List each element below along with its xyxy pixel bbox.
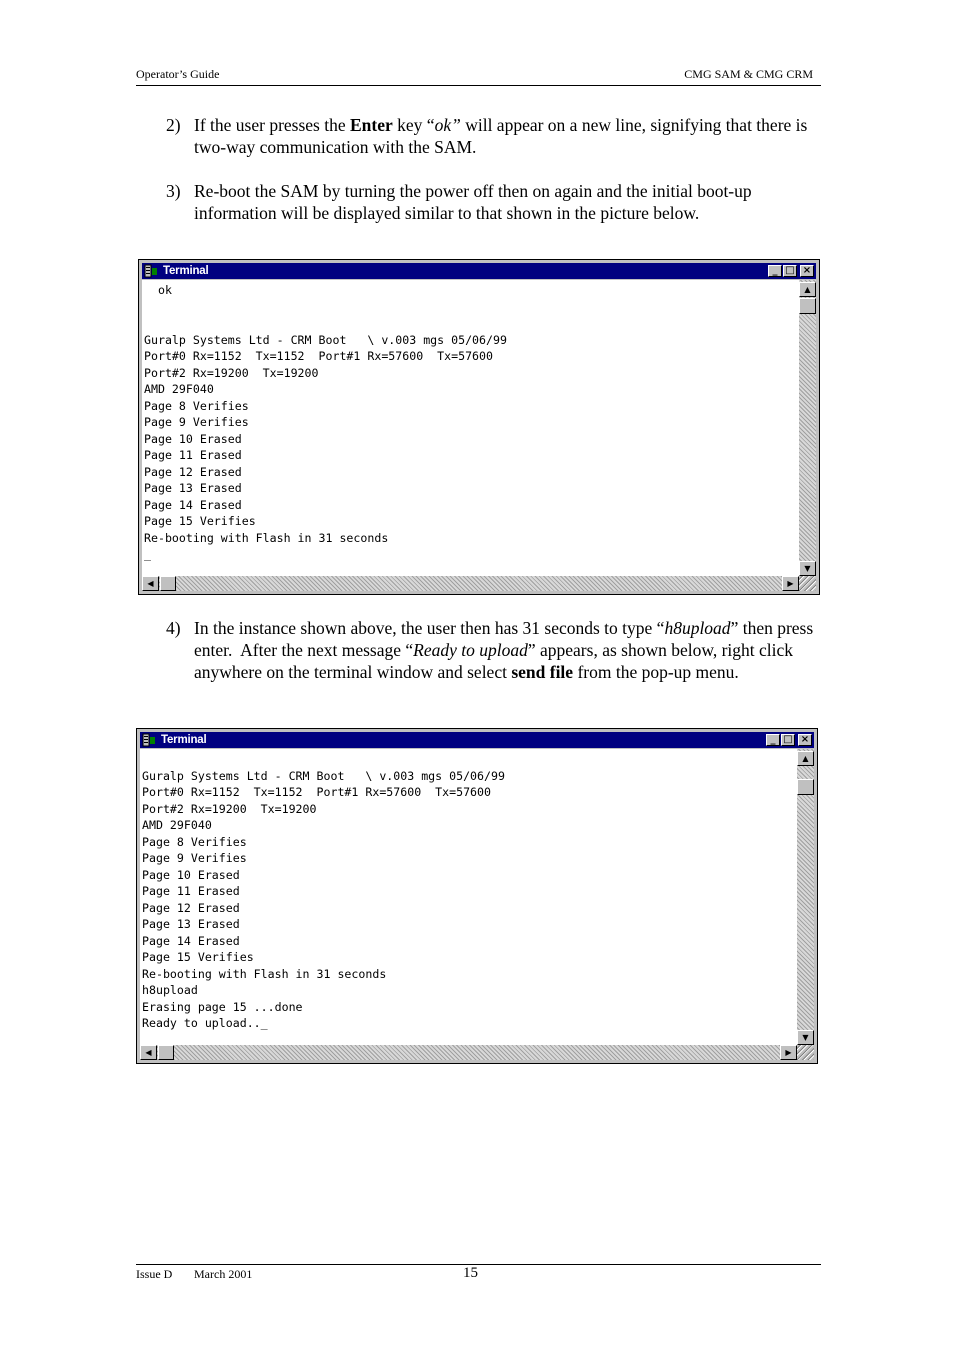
minimize-button[interactable]: _ — [766, 734, 780, 746]
item-text — [194, 114, 816, 158]
terminal-line: Page 15 Verifies — [144, 514, 256, 528]
scroll-right-button[interactable]: ▶ — [782, 576, 799, 591]
list-item-4 — [166, 617, 816, 683]
terminal-app-icon — [142, 733, 156, 747]
terminal-line: Port#0 Rx=1152 Tx=1152 Port#1 Rx=57600 Tx=57600 — [144, 349, 494, 363]
scroll-right-button[interactable]: ▶ — [780, 1045, 797, 1060]
terminal-line: Page 11 Erased — [142, 884, 240, 898]
terminal-line: AMD 29F040 — [144, 382, 214, 396]
terminal-line: Guralp Systems Ltd - CRM Boot \ v.003 mgs 05/06/99 — [142, 768, 505, 783]
scroll-up-button[interactable]: ▲ — [799, 282, 816, 297]
close-button[interactable]: × — [800, 265, 814, 277]
window-title: Terminal — [161, 734, 207, 746]
terminal-line: Re-booting with Flash in 31 seconds — [144, 530, 389, 545]
terminal-line: Port#2 Rx=19200 Tx=19200 — [144, 365, 319, 380]
terminal-line: Page 12 Erased — [142, 900, 240, 915]
page-header-left: Operator’s Guide — [136, 67, 220, 81]
resize-grip-icon[interactable] — [799, 576, 816, 591]
item-text-run: will appear on a new line, signifying that there is two-way communication with the SAM. — [194, 115, 812, 157]
terminal-line: Page 14 Erased — [144, 497, 242, 512]
scroll-down-button[interactable]: ▼ — [799, 561, 816, 576]
item-text-run: Re-boot the SAM by turning the power off then on again and the initial boot-up information will be displayed similar to that shown in the picture below. — [194, 181, 757, 223]
list-item-2 — [166, 114, 816, 158]
terminal-text — [142, 280, 799, 563]
scroll-thumb[interactable] — [158, 1045, 174, 1060]
item-text-run: ” then press enter. After the next message “ — [194, 618, 818, 660]
item-text — [194, 180, 816, 224]
terminal-line: h8upload — [142, 983, 198, 997]
page-header-right: CMG SAM & CMG CRM — [684, 67, 813, 81]
terminal-line: Page 13 Erased — [142, 917, 240, 931]
vertical-scrollbar[interactable] — [799, 280, 816, 576]
terminal-window-1[interactable] — [138, 259, 820, 595]
terminal-line: Page 9 Verifies — [142, 851, 247, 865]
item-text-run: send file — [511, 662, 574, 682]
title-bar[interactable] — [140, 732, 814, 748]
window-title: Terminal — [163, 265, 209, 277]
resize-grip-icon[interactable] — [797, 1045, 814, 1060]
header-rule — [136, 85, 821, 86]
terminal-line: Page 9 Verifies — [144, 415, 249, 429]
terminal-line: Guralp Systems Ltd - CRM Boot \ v.003 mgs 05/06/99 — [144, 332, 507, 347]
vertical-scrollbar[interactable] — [797, 749, 814, 1045]
terminal-line: Page 15 Verifies — [142, 950, 254, 964]
terminal-line: Page 11 Erased — [144, 448, 242, 462]
scroll-down-button[interactable]: ▼ — [797, 1030, 814, 1045]
terminal-line — [142, 751, 797, 768]
terminal-line: Page 13 Erased — [144, 481, 242, 495]
terminal-line: Ready to upload.._ — [142, 1016, 268, 1030]
terminal-line: Page 10 Erased — [144, 431, 242, 446]
terminal-app-icon — [144, 264, 158, 278]
list-item-3 — [166, 180, 816, 224]
terminal-line: Erasing page 15 ...done — [142, 999, 303, 1014]
footer-date: March 2001 — [194, 1267, 253, 1281]
item-text-run: from the pop-up menu. — [573, 662, 739, 682]
terminal-window-2[interactable] — [136, 728, 818, 1064]
item-text-run: ” appears, as shown below, right click anywhere on the terminal window and select — [194, 640, 798, 682]
item-text-run: h8upload — [664, 618, 731, 638]
terminal-line: Page 12 Erased — [144, 464, 242, 479]
item-text-run: Enter — [350, 115, 393, 135]
maximize-button[interactable]: □ — [781, 734, 795, 746]
terminal-line: Port#2 Rx=19200 Tx=19200 — [142, 801, 317, 816]
item-text-run: In the instance shown above, the user then has 31 seconds to type “ — [194, 618, 665, 638]
item-text-run: Ready to upload — [413, 640, 528, 660]
item-number: 3) — [166, 181, 181, 201]
terminal-line: ok — [144, 283, 172, 297]
scroll-thumb[interactable] — [797, 779, 814, 795]
footer-rule — [136, 1264, 821, 1265]
terminal-line: Re-booting with Flash in 31 seconds — [142, 966, 387, 981]
horizontal-scrollbar[interactable] — [140, 1045, 797, 1060]
scroll-left-button[interactable]: ◀ — [140, 1045, 157, 1060]
terminal-output[interactable] — [142, 280, 799, 576]
terminal-text — [140, 749, 797, 1032]
terminal-output[interactable] — [140, 749, 797, 1045]
item-text-run: If the user presses the — [194, 115, 350, 135]
item-text-run: ok” — [434, 115, 461, 135]
terminal-line — [144, 299, 799, 316]
scroll-thumb[interactable] — [160, 576, 176, 591]
item-number: 2) — [166, 115, 181, 135]
minimize-button[interactable]: _ — [768, 265, 782, 277]
terminal-line: Page 14 Erased — [142, 933, 240, 948]
item-text — [194, 617, 816, 683]
title-bar[interactable] — [142, 263, 816, 279]
scroll-left-button[interactable]: ◀ — [142, 576, 159, 591]
item-text-run: key “ — [392, 115, 435, 135]
page-number: 15 — [463, 1265, 478, 1281]
footer-issue: Issue D — [136, 1267, 173, 1281]
horizontal-scrollbar[interactable] — [142, 576, 799, 591]
terminal-line: AMD 29F040 — [142, 818, 212, 832]
terminal-line: _ — [144, 547, 151, 561]
maximize-button[interactable]: □ — [783, 265, 797, 277]
terminal-line: Page 10 Erased — [142, 867, 240, 882]
terminal-line: Page 8 Verifies — [142, 834, 247, 849]
scroll-up-button[interactable]: ▲ — [797, 751, 814, 766]
scroll-thumb[interactable] — [799, 298, 816, 314]
terminal-line: Port#0 Rx=1152 Tx=1152 Port#1 Rx=57600 Tx=57600 — [142, 785, 492, 799]
close-button[interactable]: × — [798, 734, 812, 746]
item-number: 4) — [166, 618, 181, 638]
terminal-line — [144, 315, 799, 332]
terminal-line: Page 8 Verifies — [144, 398, 249, 413]
